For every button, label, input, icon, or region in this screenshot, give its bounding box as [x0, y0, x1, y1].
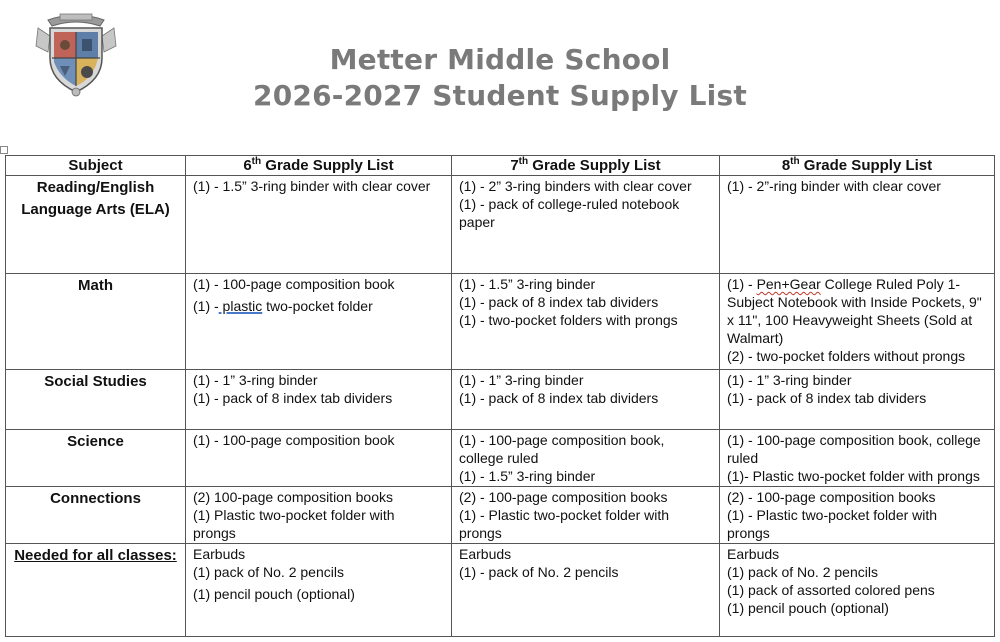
table-header-row [6, 156, 995, 176]
table-row [6, 544, 995, 637]
table-row [6, 487, 995, 544]
subject-ela: Reading/English Language Arts (ELA) [6, 176, 186, 274]
cell-science-8: (1) - 100-page composition book, college ruled (1)- Plastic two-pocket folder with prongs [720, 430, 995, 487]
cell-ss-7: (1) - 1” 3-ring binder (1) - pack of 8 index tab dividers [452, 370, 720, 430]
cell-ela-7: (1) - 2” 3-ring binders with clear cover (1) - pack of college-ruled notebook paper [452, 176, 720, 274]
subject-social-studies: Social Studies [6, 370, 186, 430]
cell-all-7: Earbuds (1) - pack of No. 2 pencils [452, 544, 720, 637]
table-row [6, 176, 995, 274]
cell-ela-6: (1) - 1.5” 3-ring binder with clear cover [186, 176, 452, 274]
cell-ela-8: (1) - 2”-ring binder with clear cover [720, 176, 995, 274]
cell-all-8: Earbuds (1) pack of No. 2 pencils (1) pack of assorted colored pens (1) pencil pouch (optional) [720, 544, 995, 637]
header-grade-6: 6th Grade Supply List [186, 156, 452, 176]
subject-math: Math [6, 274, 186, 370]
cell-connections-6: (2) 100-page composition books (1) Plastic two-pocket folder with prongs [186, 487, 452, 544]
cell-science-6: (1) - 100-page composition book [186, 430, 452, 487]
supply-list-title: 2026-2027 Student Supply List [253, 79, 747, 112]
supply-table [5, 155, 995, 637]
cell-ss-6: (1) - 1” 3-ring binder (1) - pack of 8 index tab dividers [186, 370, 452, 430]
table-anchor-icon [0, 146, 8, 154]
subject-connections: Connections [6, 487, 186, 544]
header-subject: Subject [6, 156, 186, 176]
school-name: Metter Middle School [329, 43, 671, 76]
school-crest-logo [30, 6, 122, 98]
cell-connections-8: (2) - 100-page composition books (1) - Plastic two-pocket folder with prongs [720, 487, 995, 544]
header-grade-8: 8th Grade Supply List [720, 156, 995, 176]
cell-science-7: (1) - 100-page composition book, college ruled (1) - 1.5” 3-ring binder [452, 430, 720, 487]
cell-ss-8: (1) - 1” 3-ring binder (1) - pack of 8 index tab dividers [720, 370, 995, 430]
subject-science: Science [6, 430, 186, 487]
cell-math-6: (1) - 100-page composition book (1) - plastic two-pocket folder [186, 274, 452, 370]
cell-math-7: (1) - 1.5” 3-ring binder (1) - pack of 8 index tab dividers (1) - two-pocket folders with prongs [452, 274, 720, 370]
table-row [6, 274, 995, 370]
table-row [6, 370, 995, 430]
header-grade-7: 7th Grade Supply List [452, 156, 720, 176]
title-block [250, 42, 750, 114]
table-row [6, 430, 995, 487]
cell-connections-7: (2) - 100-page composition books (1) - Plastic two-pocket folder with prongs [452, 487, 720, 544]
cell-math-8: (1) - Pen+Gear College Ruled Poly 1- Subject Notebook with Inside Pockets, 9" x 11", 100 Heavyweight Sheets (Sold at Walmart) (2) - two-pocket folders without prongs [720, 274, 995, 370]
cell-all-6: Earbuds (1) pack of No. 2 pencils (1) pencil pouch (optional) [186, 544, 452, 637]
subject-all-classes: Needed for all classes: [6, 544, 186, 637]
